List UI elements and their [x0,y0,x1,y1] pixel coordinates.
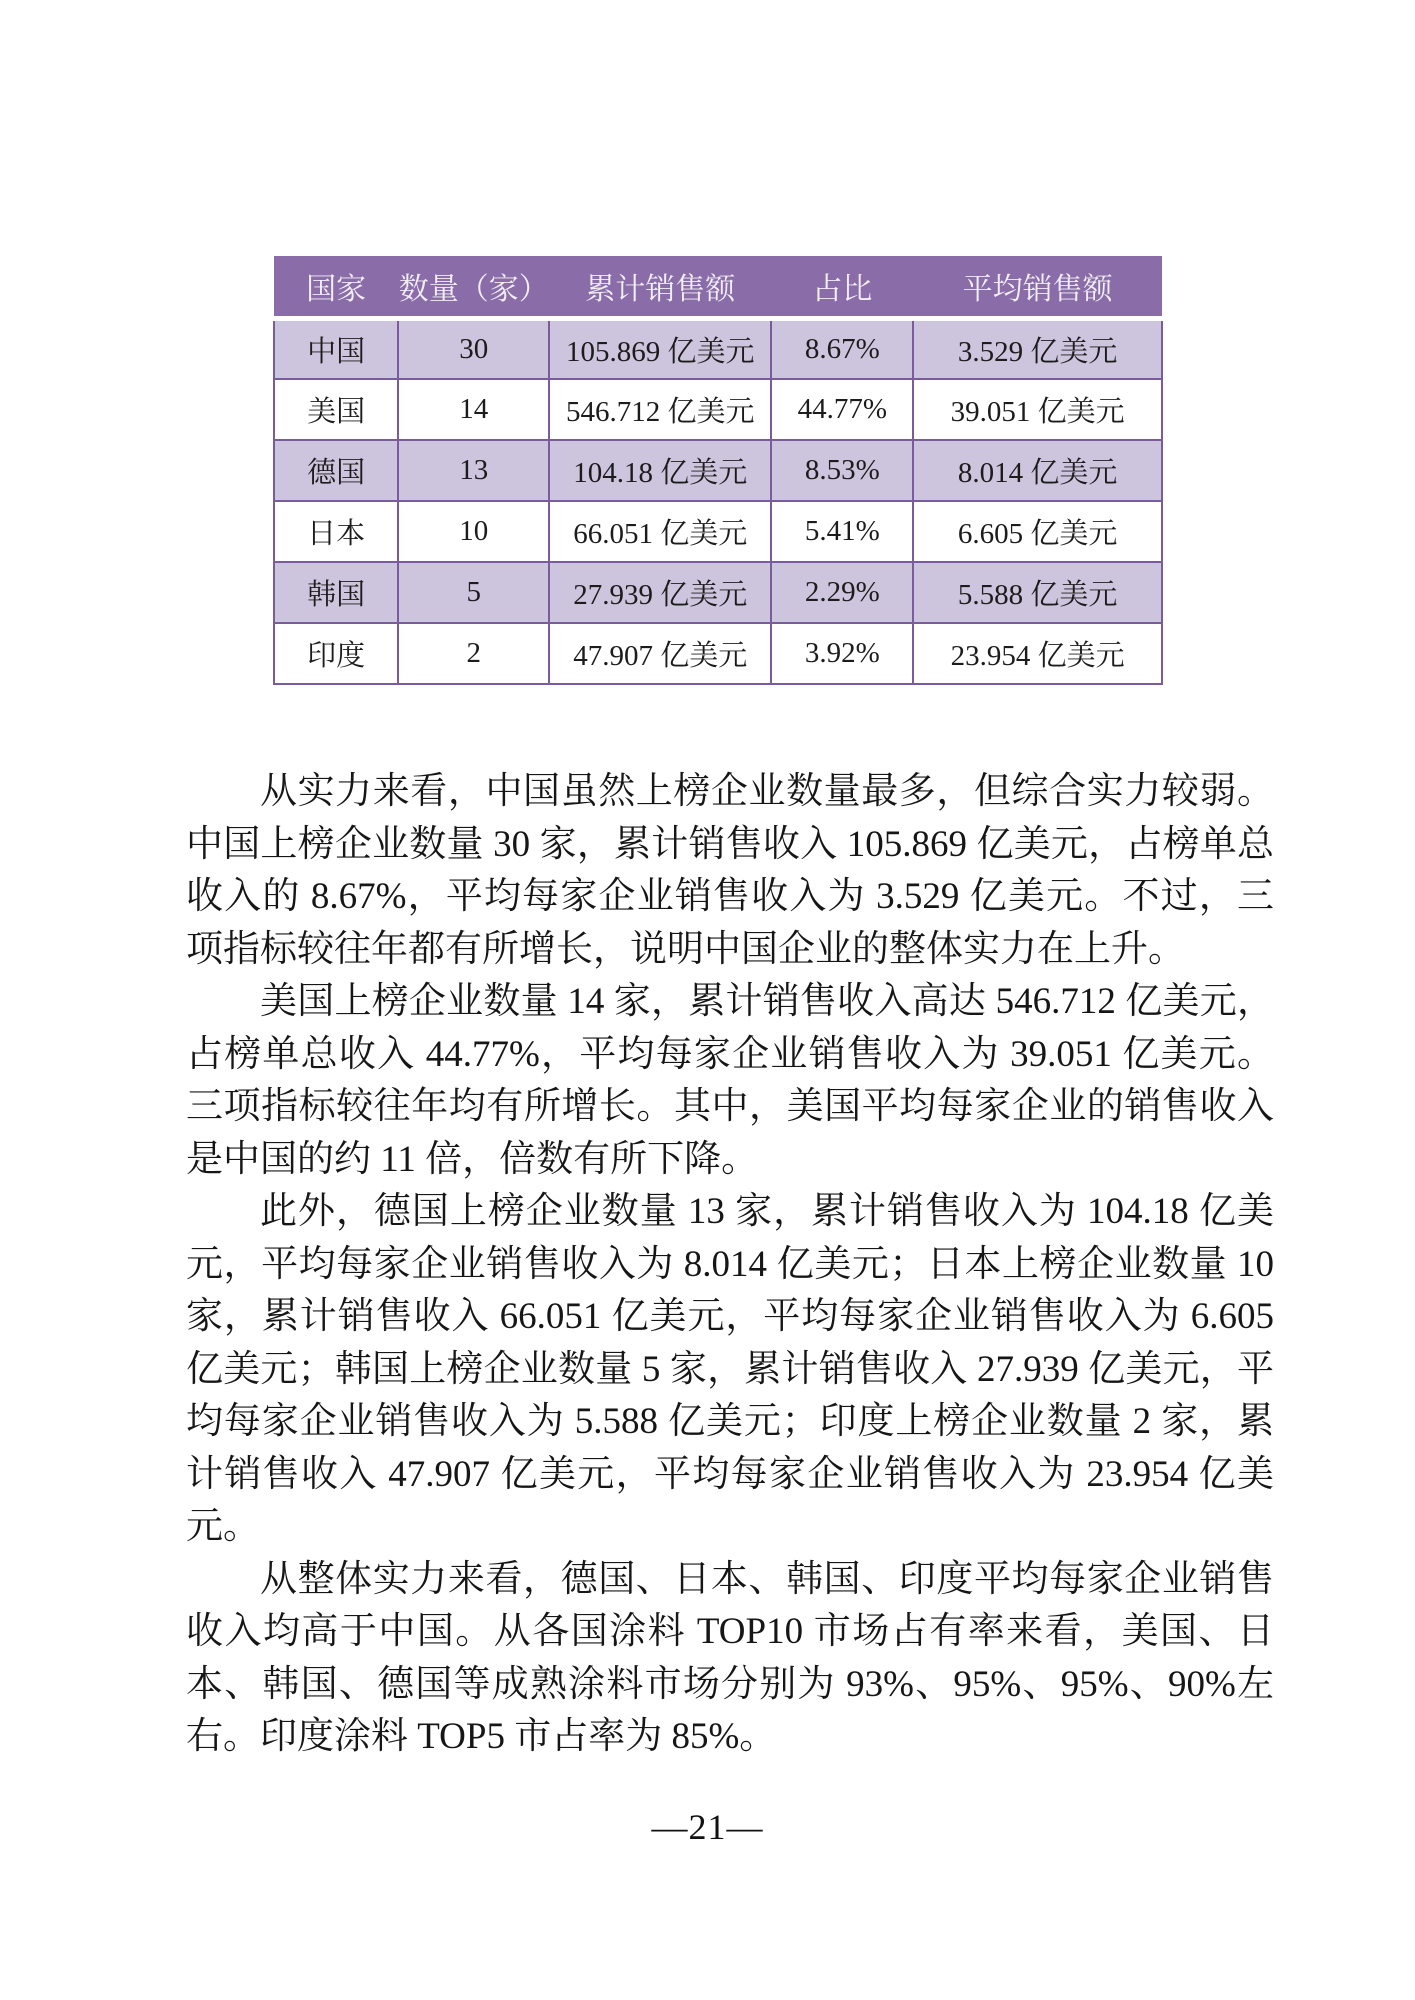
table-row [274,501,1162,562]
table-body [274,318,1162,684]
table-cell: 13 [398,440,549,501]
table-cell: 5 [398,562,549,623]
table-cell: 印度 [274,623,398,684]
table-cell: 韩国 [274,562,398,623]
table-cell: 6.605 亿美元 [913,501,1162,562]
table-row [274,440,1162,501]
table-cell: 105.869 亿美元 [549,318,771,379]
table-header-row [274,256,1162,318]
table-cell: 美国 [274,379,398,440]
table-cell: 3.529 亿美元 [913,318,1162,379]
table-header-cell: 国家 [274,256,398,318]
table-header [274,256,1162,318]
table-cell: 27.939 亿美元 [549,562,771,623]
body-text-block [186,766,1274,1764]
table-cell: 5.588 亿美元 [913,562,1162,623]
body-paragraph: 从实力来看，中国虽然上榜企业数量最多，但综合实力较弱。中国上榜企业数量 30 家，累计销售收入 105.869 亿美元，占榜单总收入的 8.67%，平均每家企业销售收入为 3.529 亿美元。不过，三项指标较往年都有所增长，说明中国企业的整体实力在上升。 [186,771,1274,970]
country-sales-table [273,256,1163,685]
table-cell: 2 [398,623,549,684]
table-row [274,379,1162,440]
table-cell: 39.051 亿美元 [913,379,1162,440]
table-cell: 德国 [274,440,398,501]
table-cell: 546.712 亿美元 [549,379,771,440]
table-cell: 14 [398,379,549,440]
table-header-cell: 数量（家） [398,256,549,318]
table-cell: 10 [398,501,549,562]
table-cell: 23.954 亿美元 [913,623,1162,684]
body-paragraph: 从整体实力来看，德国、日本、韩国、印度平均每家企业销售收入均高于中国。从各国涂料 TOP10 市场占有率来看，美国、日本、韩国、德国等成熟涂料市场分别为 93%、95%、95%、90%左右。印度涂料 TOP5 市占率为 85%。 [186,1558,1274,1757]
table-header-cell: 平均销售额 [913,256,1162,318]
body-paragraph: 美国上榜企业数量 14 家，累计销售收入高达 546.712 亿美元，占榜单总收入 44.77%，平均每家企业销售收入为 39.051 亿美元。三项指标较往年均有所增长。其中，美国平均每家企业的销售收入是中国的约 11 倍，倍数有所下降。 [186,981,1274,1180]
page-number: —21— [651,1807,764,1847]
body-paragraph: 此外，德国上榜企业数量 13 家，累计销售收入为 104.18 亿美元，平均每家企业销售收入为 8.014 亿美元；日本上榜企业数量 10 家，累计销售收入 66.051 亿美元，平均每家企业销售收入为 6.605 亿美元；韩国上榜企业数量 5 家，累计销售收入 27.939 亿美元，平均每家企业销售收入为 5.588 亿美元；印度上榜企业数量 2 家，累计销售收入 47.907 亿美元，平均每家企业销售收入为 23.954 亿美元。 [186,1191,1274,1547]
table-cell: 日本 [274,501,398,562]
table-row [274,623,1162,684]
country-sales-table-wrap [273,256,1163,685]
table-header-cell: 累计销售额 [549,256,771,318]
table-cell: 8.67% [771,318,913,379]
table-cell: 104.18 亿美元 [549,440,771,501]
table-cell: 2.29% [771,562,913,623]
table-row [274,562,1162,623]
table-cell: 中国 [274,318,398,379]
table-cell: 8.53% [771,440,913,501]
table-cell: 3.92% [771,623,913,684]
table-cell: 44.77% [771,379,913,440]
table-cell: 47.907 亿美元 [549,623,771,684]
table-header-cell: 占比 [771,256,913,318]
table-cell: 66.051 亿美元 [549,501,771,562]
table-cell: 5.41% [771,501,913,562]
table-cell: 30 [398,318,549,379]
table-cell: 8.014 亿美元 [913,440,1162,501]
table-row [274,318,1162,379]
